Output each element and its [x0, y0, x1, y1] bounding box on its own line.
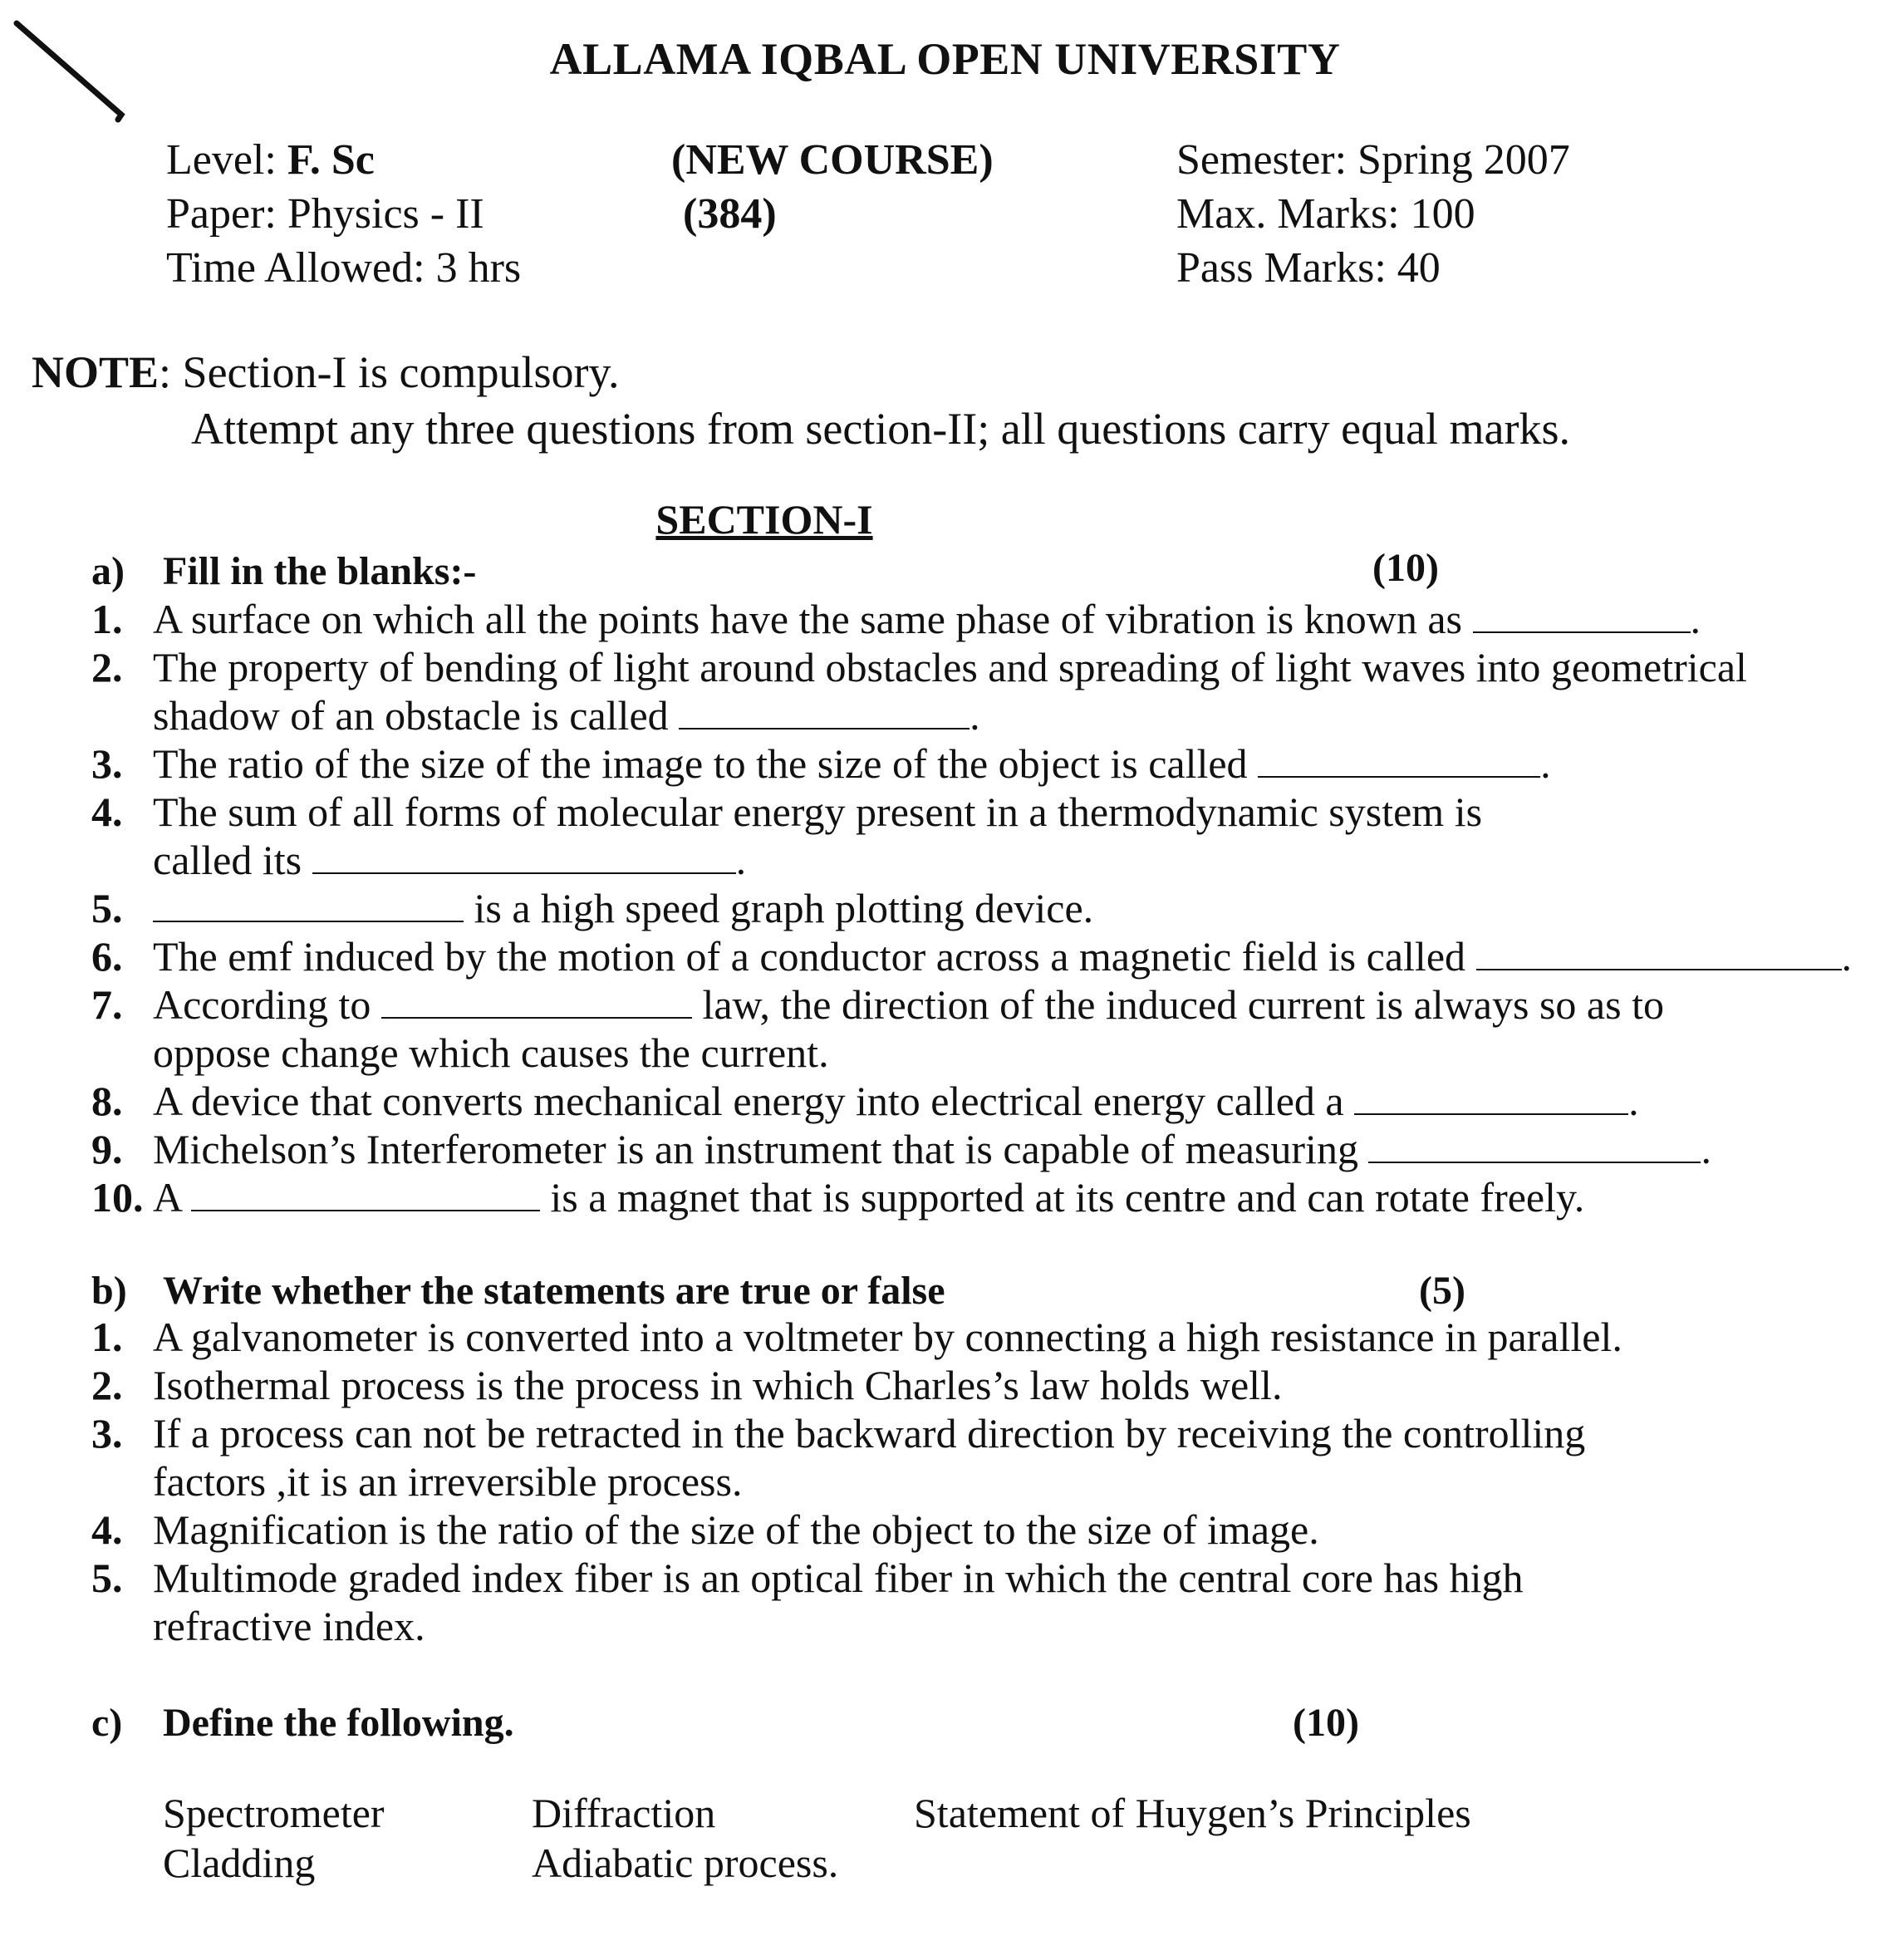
part-c-heading: c) Define the following. — [91, 1701, 514, 1745]
list-item: 10. A is a magnet that is supported at its centre and can rotate freely. — [91, 1174, 1585, 1221]
level-value: F. Sc — [287, 136, 375, 184]
part-b-heading: b) Write whether the statements are true or false — [91, 1269, 945, 1313]
course-line: (NEW COURSE) — [671, 136, 994, 184]
answer-blank[interactable] — [1473, 598, 1691, 633]
list-item: 2. Isothermal process is the process in which Charles’s law holds well. — [91, 1362, 1283, 1408]
answer-blank[interactable] — [1354, 1080, 1628, 1115]
time-line: Time Allowed: 3 hrs — [166, 244, 522, 292]
term: Cladding — [163, 1840, 316, 1886]
answer-blank[interactable] — [381, 984, 692, 1019]
part-a-marks: (10) — [1372, 546, 1439, 590]
part-b-marks: (5) — [1419, 1269, 1465, 1313]
part-a-questions — [91, 595, 1861, 1221]
answer-blank[interactable] — [1476, 936, 1842, 970]
pass-marks-line: Pass Marks: 40 — [1176, 244, 1441, 292]
exam-meta-middle — [671, 133, 994, 241]
answer-blank[interactable] — [312, 839, 736, 874]
exam-meta-left — [166, 133, 521, 295]
answer-blank[interactable] — [1258, 743, 1540, 778]
note-block — [32, 344, 1570, 457]
answer-blank[interactable] — [153, 887, 464, 922]
answer-blank[interactable] — [679, 695, 970, 729]
list-item: 7. According to law, the direction of the induced current is always so as to oppose change which causes the current. — [91, 981, 1664, 1076]
course-code: (384) — [683, 190, 777, 238]
list-item: 1. A surface on which all the points have the same phase of vibration is known as . — [91, 596, 1701, 642]
definitions-row — [163, 1788, 1471, 1838]
term: Statement of Huygen’s Principles — [914, 1790, 1471, 1836]
note-line-1: : Section-I is compulsory. — [159, 347, 620, 397]
list-item: 9. Michelson’s Interferometer is an instrument that is capable of measuring . — [91, 1126, 1711, 1172]
paper-line: Paper: Physics - II — [166, 190, 484, 238]
list-item: 2. The property of bending of light around obstacles and spreading of light waves into geometrical shadow of an obstacle is called . — [91, 644, 1747, 739]
definitions-grid — [163, 1788, 1471, 1888]
max-marks-line: Max. Marks: 100 — [1176, 190, 1475, 238]
part-b-questions — [91, 1313, 1836, 1650]
list-item: 4. The sum of all forms of molecular energy present in a thermodynamic system is called its . — [91, 788, 1483, 883]
university-title: ALLAMA IQBAL OPEN UNIVERSITY — [549, 34, 1341, 84]
note-line-2: Attempt any three questions from section-II; all questions carry equal marks. — [191, 404, 1571, 454]
list-item: 1. A galvanometer is converted into a voltmeter by connecting a high resistance in parallel. — [91, 1314, 1622, 1360]
section-title: SECTION-I — [655, 496, 873, 543]
list-item: 8. A device that converts mechanical energy into electrical energy called a . — [91, 1078, 1639, 1124]
term: Diffraction — [532, 1790, 716, 1836]
level-line: Level: F. Sc — [166, 136, 375, 184]
part-c-marks: (10) — [1293, 1701, 1359, 1745]
term: Adiabatic process. — [532, 1840, 839, 1886]
answer-blank[interactable] — [1368, 1128, 1701, 1163]
list-item: 4. Magnification is the ratio of the size of the object to the size of image. — [91, 1506, 1319, 1553]
list-item: 3. If a process can not be retracted in the backward direction by receiving the controlling factors ,it is an irreversible process. — [91, 1410, 1586, 1505]
part-a-heading: a) Fill in the blanks:- — [91, 549, 477, 593]
note-label: NOTE — [32, 347, 160, 397]
list-item: 6. The emf induced by the motion of a conductor across a magnetic field is called . — [91, 933, 1853, 980]
term: Spectrometer — [163, 1790, 385, 1836]
semester-line: Semester: Spring 2007 — [1176, 136, 1570, 184]
list-item: 5. is a high speed graph plotting device. — [91, 885, 1094, 931]
list-item: 5. Multimode graded index fiber is an optical fiber in which the central core has high refractive index. — [91, 1555, 1524, 1649]
definitions-row — [163, 1838, 1471, 1888]
list-item: 3. The ratio of the size of the image to the size of the object is called . — [91, 740, 1551, 787]
exam-meta-right — [1176, 133, 1570, 295]
answer-blank[interactable] — [191, 1176, 540, 1211]
